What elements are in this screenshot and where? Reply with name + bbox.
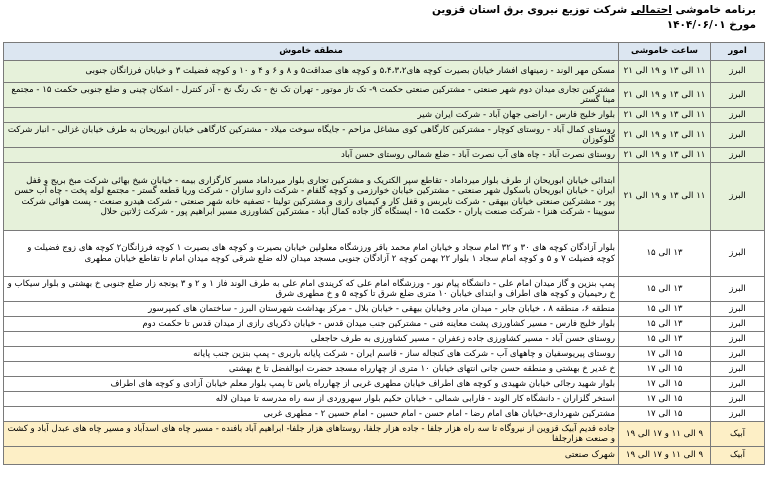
table-row — [4, 302, 765, 317]
affairs-cell: آبیک — [711, 447, 765, 465]
table-row — [4, 123, 765, 148]
area-cell: مسکن مهر الوند - زمینهای افشار خیابان بصیرت کوچه های۵،۴،۳،۲ و کوچه های صداقت۵ و ۸ و ۶ و ۴ و ۱۰ و کوچه فضیلت ۳ و خیابان فرزانگان جنوبی — [4, 61, 619, 83]
affairs-cell: البرز — [711, 347, 765, 362]
time-cell: ۱۵ الی ۱۷ — [619, 392, 711, 407]
area-cell: جاده قدیم آبیک قزوین از نیروگاه تا سه راه هزار جلفا - جاده هزار جلفا، روستاهای هزار جلفا- ابراهیم آباد بافنده - مسیر چاه های اسدآباد و مسیر چاه های عبدل آباد و کشت و صنعت هزارجلفا — [4, 422, 619, 447]
affairs-cell: البرز — [711, 317, 765, 332]
area-cell: مشترکین تجاری میدان دوم شهر صنعتی - مشترکین صنعتی حکمت ۹- تک تاز موتور - تهران تک نخ - تک رنگ نخ - آذر کنترل - اشکان چینی و ضلع جنوبی حکمت ۱۵ - مجتمع مینا گستر — [4, 83, 619, 108]
table-row — [4, 317, 765, 332]
area-cell: روستای نصرت آباد - چاه های آب نصرت آباد - ضلع شمالی روستای حسن آباد — [4, 148, 619, 163]
time-cell: ۱۳ الی ۱۵ — [619, 277, 711, 302]
area-cell: مشترکین شهرداری-خیابان های امام رضا - امام حسن - امام حسین - امام حسین ۲ - مطهری غربی — [4, 407, 619, 422]
area-cell: ابتدائی خیابان ابوریحان از طرف بلوار میرداماد - تقاطع سپر الکتریک و مشترکین تجاری بلوار میرداماد مسیر کارگزاری بیمه - خیابان شیخ بهائی شرکت مبخ بریج و قفل ایران - خیابان ابوریحان باسکول شهر صنعتی - مشترکین خیابان خوارزمی و کوچه گلفام - شرکت دارو سازان - شرکت وریا قطعه گستر - مجتمع لوله پخت - چاه آب حسن پور - مشترکین صنعتی خیابان بیهقی - شرکت نایربس و قفل کار و کیمیای رازی و مشترکین تولیتا - تصفیه خانه شهر صنعتی - شرکت هیدرو صنعت - پست هوائی شرکت سوپینا - شرکت هنزا - شرکت صنعت یاران - حکمت ۱۵ - ایستگاه گاز جاده کمال آباد - مشترکین کشاورزی مسیر ابراهیم پور - شرکت ژلاتین حلال — [4, 163, 619, 231]
time-cell: ۹ الی ۱۱ و ۱۷ الی ۱۹ — [619, 447, 711, 465]
affairs-cell: البرز — [711, 148, 765, 163]
title-part2: شرکت توزیع نیروی برق استان قزوین — [431, 4, 631, 16]
affairs-cell: البرز — [711, 392, 765, 407]
table-row — [4, 108, 765, 123]
report-title — [0, 3, 756, 18]
column-header-affairs: امور — [711, 43, 765, 61]
table-row — [4, 362, 765, 377]
time-cell: ۱۱ الی ۱۳ و ۱۹ الی ۲۱ — [619, 148, 711, 163]
affairs-cell: البرز — [711, 83, 765, 108]
table-body — [4, 61, 765, 465]
area-cell: بلوار شهید رجائی خیابان شهیدی و کوچه های اطراف خیابان مطهری غربی از چهارراه یاس تا پمپ بلوار معلم خیابان آزادی و کوچه های اطراف — [4, 377, 619, 392]
time-cell: ۱۱ الی ۱۳ و ۱۹ الی ۲۱ — [619, 163, 711, 231]
area-cell: بلوار آزادگان کوچه های ۳۰ و ۳۲ امام سجاد و خیابان امام محمد باقر ورزشگاه معلولین خیابان بصیرت و کوچه های بصیرت ۱ کوچه فرزانگان۲ کوچه های زوج فضیلت و کوچه فضیلت ۷ و ۵ و کوچه امام سجاد ۱ بلوار ۲۲ بهمن کوچه ۲ آزادگان جنوبی مسجد میدان لاله ضلع شرقی کوچه میدان امام تا تقاطع خیابان مطهری — [4, 231, 619, 277]
affairs-cell: آبیک — [711, 422, 765, 447]
affairs-cell: البرز — [711, 362, 765, 377]
table-row — [4, 163, 765, 231]
affairs-cell: البرز — [711, 231, 765, 277]
area-cell: روستای پیریوسفیان و چاههای آب - شرکت های کنجاله ساز - قاسم ایران - شرکت پایانه باربری - پمپ بنزین جنب پایانه — [4, 347, 619, 362]
table-row — [4, 277, 765, 302]
table-row — [4, 377, 765, 392]
time-cell: ۱۵ الی ۱۷ — [619, 362, 711, 377]
table-row — [4, 407, 765, 422]
affairs-cell: البرز — [711, 108, 765, 123]
time-cell: ۹ الی ۱۱ و ۱۷ الی ۱۹ — [619, 422, 711, 447]
affairs-cell: البرز — [711, 407, 765, 422]
table-header-row — [4, 43, 765, 61]
table-row — [4, 61, 765, 83]
affairs-cell: البرز — [711, 123, 765, 148]
title-part1: برنامه خاموشی — [671, 4, 756, 16]
table-row — [4, 332, 765, 347]
time-cell: ۱۵ الی ۱۷ — [619, 347, 711, 362]
affairs-cell: البرز — [711, 377, 765, 392]
table-row — [4, 347, 765, 362]
time-cell: ۱۱ الی ۱۳ و ۱۹ الی ۲۱ — [619, 61, 711, 83]
table-row — [4, 422, 765, 447]
time-cell: ۱۳ الی ۱۵ — [619, 332, 711, 347]
area-cell: روستای کمال آباد - روستای کوچار - مشترکین کارگاهی کوی مشاغل مزاحم - جایگاه سوخت میلاد - مشترکین کارگاهی خیابان ابوریحان به طرف خیابان غزالی - انبار شرکت گلوکوزان — [4, 123, 619, 148]
affairs-cell: البرز — [711, 332, 765, 347]
area-cell: شهرک صنعتی — [4, 447, 619, 465]
area-cell: روستای حسن آباد - مسیر کشاورزی جاده زعفران - مسیر کشاورزی به طرف حاجعلی — [4, 332, 619, 347]
time-cell: ۱۱ الی ۱۳ و ۱۹ الی ۲۱ — [619, 108, 711, 123]
affairs-cell: البرز — [711, 302, 765, 317]
time-cell: ۱۱ الی ۱۳ و ۱۹ الی ۲۱ — [619, 123, 711, 148]
area-cell: استخر گلزاران - دانشگاه کار الوند - فارابی شمالی - خیابان حکیم بلوار سهروردی از سه راه مدرسه تا میدان لاله — [4, 392, 619, 407]
title-highlight: احتمالی — [630, 4, 672, 16]
area-cell: بلوار خلیج فارس - اراضی جهان آباد - شرکت ایران شیر — [4, 108, 619, 123]
time-cell: ۱۱ الی ۱۳ و ۱۹ الی ۲۱ — [619, 83, 711, 108]
table-row — [4, 392, 765, 407]
table-row — [4, 83, 765, 108]
time-cell: ۱۳ الی ۱۵ — [619, 231, 711, 277]
time-cell: ۱۵ الی ۱۷ — [619, 407, 711, 422]
affairs-cell: البرز — [711, 61, 765, 83]
area-cell: بلوار خلیج فارس - مسیر کشاورزی پشت معاینه فنی - مشترکین جنب میدان قدس - خیابان ذکریای رازی از میدان قدس تا حکمت دوم — [4, 317, 619, 332]
table-row — [4, 148, 765, 163]
column-header-area: منطقه خاموش — [4, 43, 619, 61]
area-cell: پمپ بنزین و گاز میدان امام علی - دانشگاه پیام نور - ورزشگاه امام علی که کریندی امام علی به طرف الوند فاز ۱ و ۲ و ۳ یونجه زار ضلع جنوبی خ بهشتی و بلوار سیکاب و خ رحیمیان و کوچه های اطراف و ابتدای خیابان ۱۰ متری ضلع شرق تا کوچه ۵ و خ مطهری شرق — [4, 277, 619, 302]
affairs-cell: البرز — [711, 163, 765, 231]
area-cell: خ غدیر خ بهشتی و منطقه حسن جانی انتهای خیابان ۱۰ متری از چهارراه مسجد حضرت ابوالفضل تا خ بهشتی — [4, 362, 619, 377]
report-date: مورخ ۱۴۰۴/۰۶/۰۱ — [666, 19, 756, 31]
table-row — [4, 231, 765, 277]
time-cell: ۱۵ الی ۱۷ — [619, 377, 711, 392]
table-row — [4, 447, 765, 465]
column-header-time: ساعت خاموشی — [619, 43, 711, 61]
report-header — [0, 0, 768, 42]
affairs-cell: البرز — [711, 277, 765, 302]
time-cell: ۱۳ الی ۱۵ — [619, 302, 711, 317]
outage-table — [3, 42, 765, 465]
time-cell: ۱۳ الی ۱۵ — [619, 317, 711, 332]
area-cell: منطقه ۶، منطقه ۸ ، خیابان جابر - میدان مادر وخیابان بیهقی - خیابان بلال - مرکز بهداشت شهرستان البرز - ساختمان های کمپرسور — [4, 302, 619, 317]
